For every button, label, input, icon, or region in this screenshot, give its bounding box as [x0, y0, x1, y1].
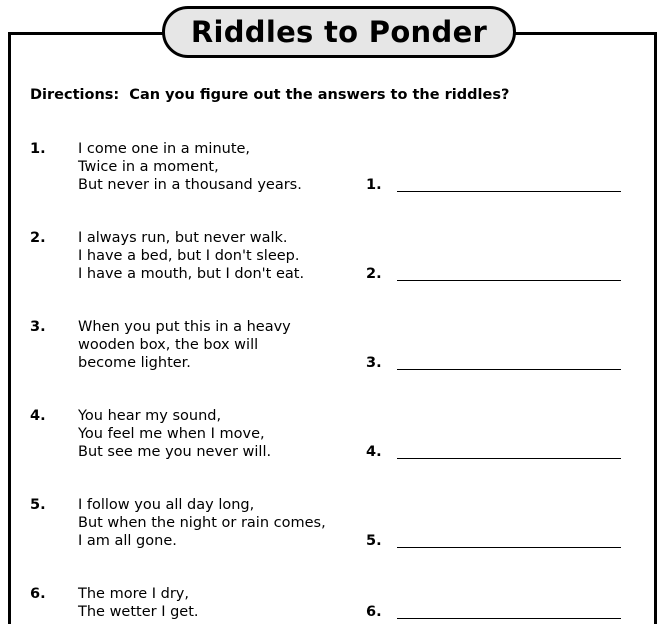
- riddle-line: The wetter I get.: [78, 604, 199, 620]
- riddle-text: [78, 407, 271, 461]
- answer-number: 5.: [366, 533, 382, 549]
- directions-text: Directions: Can you figure out the answers to the riddles?: [30, 87, 510, 103]
- riddle-line: I come one in a minute,: [78, 141, 251, 157]
- riddle-item: [0, 407, 665, 467]
- riddle-line: Twice in a moment,: [78, 159, 219, 175]
- riddle-line: But never in a thousand years.: [78, 177, 302, 193]
- answer-number: 2.: [366, 266, 382, 282]
- riddle-text: [78, 496, 326, 550]
- answer-blank[interactable]: [397, 547, 621, 548]
- answer-number: 4.: [366, 444, 382, 460]
- riddle-number: 4.: [30, 408, 46, 424]
- riddle-item: [0, 140, 665, 200]
- riddle-line: I always run, but never walk.: [78, 230, 288, 246]
- riddle-line: The more I dry,: [78, 586, 189, 602]
- riddle-line: become lighter.: [78, 355, 191, 371]
- riddle-number: 5.: [30, 497, 46, 513]
- riddle-number: 2.: [30, 230, 46, 246]
- riddle-number: 3.: [30, 319, 46, 335]
- answer-blank[interactable]: [397, 618, 621, 619]
- riddle-line: But when the night or rain comes,: [78, 515, 326, 531]
- riddle-item: [0, 496, 665, 556]
- riddle-text: [78, 229, 304, 283]
- worksheet-title: Riddles to Ponder: [162, 6, 516, 58]
- riddle-line: I follow you all day long,: [78, 497, 255, 513]
- riddle-item: [0, 585, 665, 624]
- answer-blank[interactable]: [397, 458, 621, 459]
- answer-blank[interactable]: [397, 369, 621, 370]
- riddle-line: You hear my sound,: [78, 408, 222, 424]
- riddle-item: [0, 318, 665, 378]
- riddle-line: I am all gone.: [78, 533, 177, 549]
- riddle-number: 6.: [30, 586, 46, 602]
- answer-blank[interactable]: [397, 191, 621, 192]
- riddle-line: I have a bed, but I don't sleep.: [78, 248, 300, 264]
- riddle-line: I have a mouth, but I don't eat.: [78, 266, 305, 282]
- answer-blank[interactable]: [397, 280, 621, 281]
- riddle-number: 1.: [30, 141, 46, 157]
- answer-number: 6.: [366, 604, 382, 620]
- answer-number: 1.: [366, 177, 382, 193]
- riddle-text: [78, 585, 199, 621]
- answer-number: 3.: [366, 355, 382, 371]
- riddle-item: [0, 229, 665, 289]
- riddle-text: [78, 318, 291, 372]
- riddle-line: But see me you never will.: [78, 444, 272, 460]
- riddle-text: [78, 140, 302, 194]
- riddle-line: wooden box, the box will: [78, 337, 259, 353]
- riddle-line: You feel me when I move,: [78, 426, 265, 442]
- riddle-line: When you put this in a heavy: [78, 319, 291, 335]
